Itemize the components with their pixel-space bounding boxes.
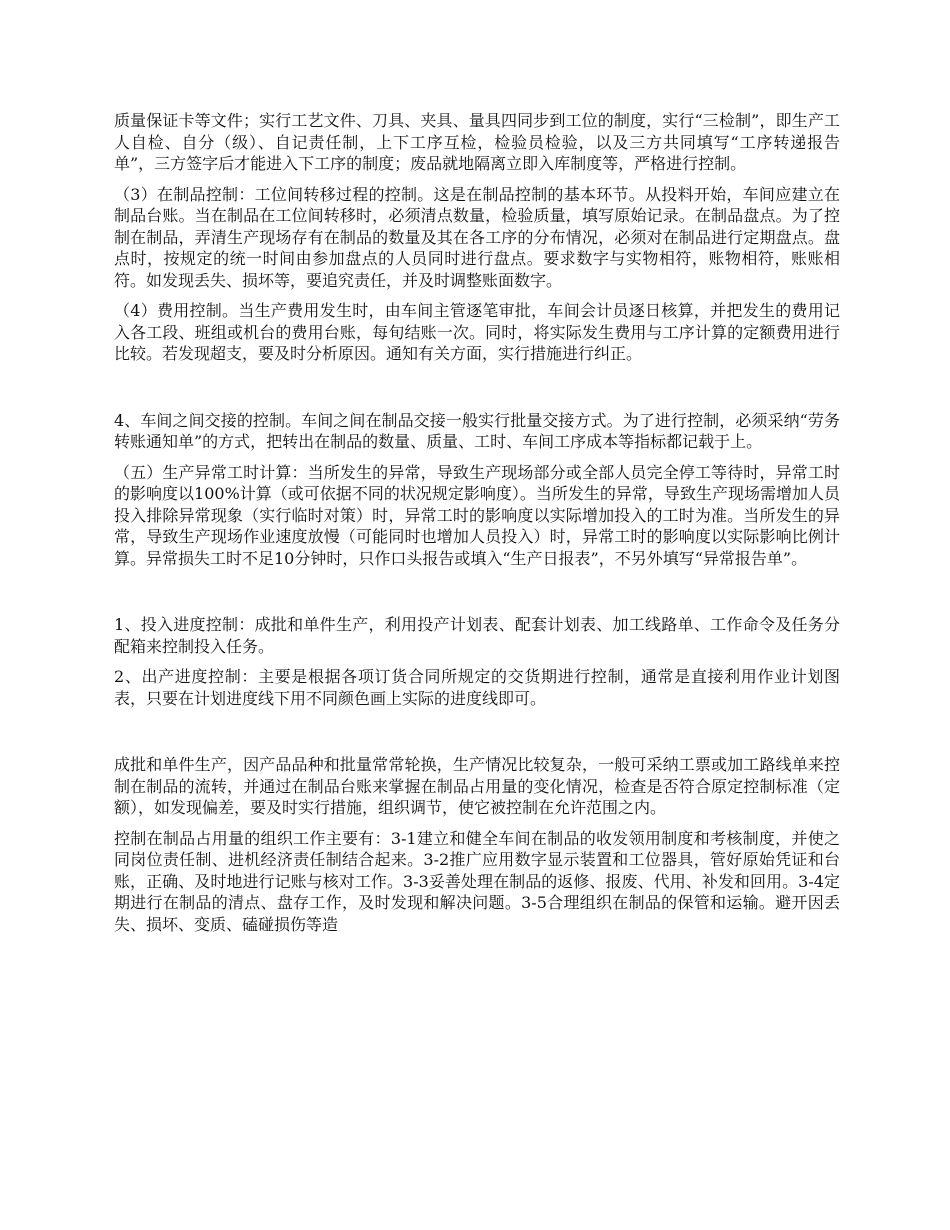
paragraph-wip-organization: 控制在制品占用量的组织工作主要有：3-1建立和健全车间在制品的收发领用制度和考核制度，并使之同岗位责任制、进机经济责任制结合起来。3-2推广应用数字显示装置和工位器具，管好原始凭证和台账，正确、及时地进行记账与核对工作。3-3妥善处理在制品的返修、报废、代用、补发和回用。3-4定期进行在制品的清点、盘存工作，及时发现和解决问题。3-5合理组织在制品的保管和运输。避开因丢失、损坏、变质、磕碰损伤等造 — [114, 828, 840, 934]
paragraph-input-progress: 1、投入进度控制：成批和单件生产，利用投产计划表、配套计划表、加工线路单、工作命令及任务分配箱来控制投入任务。 — [114, 615, 840, 656]
paragraph-wip-control: （3）在制品控制：工位间转移过程的控制。这是在制品控制的基本环节。从投料开始，车间应建立在制品台账。当在制品在工位间转移时，必须清点数量，检验质量，填写原始记录。在制品盘点。为了控制在制品，弄清生产现场存有在制品的数量及其在各工序的分布情况，必须对在制品进行定期盘点。盘点时，按规定的统一时间由参加盘点的人员同时进行盘点。要求数字与实物相符，账物相符，账账相符。如发现丢失、损坏等，要追究责任，并及时调整账面数字。 — [114, 184, 840, 290]
section-gap — [114, 578, 840, 614]
section-gap — [114, 374, 840, 410]
paragraph-quality-inspection: 质量保证卡等文件；实行工艺文件、刀具、夹具、量具四同步到工位的制度，实行“三检制”，即生产工人自检、自分（级）、自记责任制，上下工序互检，检验员检验，以及三方共同填写“工序转递报告单”，三方签字后才能进入下工序的制度；废品就地隔离立即入库制度等，严格进行控制。 — [114, 111, 840, 173]
paragraph-batch-production: 成批和单件生产，因产品品种和批量常常轮换，生产情况比较复杂，一般可采纳工票或加工路线单来控制在制品的流转，并通过在制品台账来掌握在制品占用量的变化情况，检查是否符合原定控制标准（定额），如发现偏差，要及时实行措施，组织调节，使它被控制在允许范围之内。 — [114, 755, 840, 817]
paragraph-cost-control: （4）费用控制。当生产费用发生时，由车间主管逐笔审批，车间会计员逐日核算，并把发生的费用记入各工段、班组或机台的费用台账，每旬结账一次。同时，将实际发生费用与工序计算的定额费用进行比较。若发现超支，要及时分析原因。通知有关方面，实行措施进行纠正。 — [114, 301, 840, 363]
paragraph-output-progress: 2、出产进度控制：主要是根据各项订货合同所规定的交货期进行控制，通常是直接利用作业计划图表，只要在计划进度线下用不同颜色画上实际的进度线即可。 — [114, 667, 840, 708]
paragraph-workshop-handover: 4、车间之间交接的控制。车间之间在制品交接一般实行批量交接方式。为了进行控制，必须采纳“劳务转账通知单”的方式，把转出在制品的数量、质量、工时、车间工序成本等指标都记载于上。 — [114, 410, 840, 451]
section-gap — [114, 718, 840, 754]
document-page — [114, 110, 840, 944]
paragraph-abnormal-hours: （五）生产异常工时计算：当所发生的异常，导致生产现场部分或全部人员完全停工等待时，异常工时的影响度以100%计算（或可依据不同的状况规定影响度）。当所发生的异常，导致生产现场需增加人员投入排除异常现象（实行临时对策）时，异常工时的影响度以实际增加投入的工时为准。当所发生的异常，导致生产现场作业速度放慢（可能同时也增加人员投入）时，异常工时的影响度以实际影响比例计算。异常损失工时不足10分钟时，只作口头报告或填入“生产日报表”，不另外填写“异常报告单”。 — [114, 462, 840, 568]
